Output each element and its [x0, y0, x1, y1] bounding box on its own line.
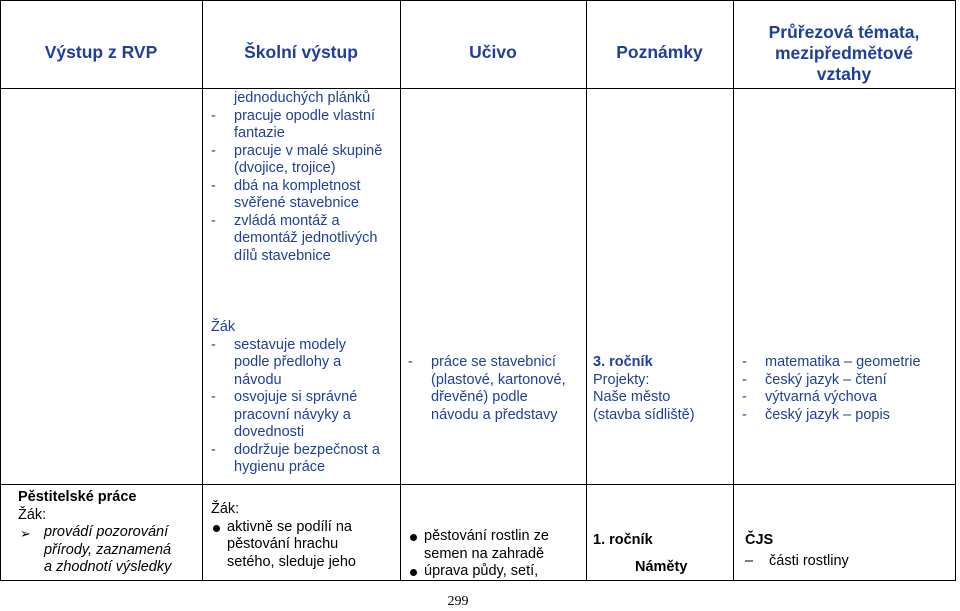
row2-prurezova-temata	[742, 354, 954, 424]
list-item-continuation: setého, sleduje jeho	[227, 553, 356, 570]
pupil-label: Žák:	[18, 506, 47, 523]
list-item: - pracuje v malé skupině	[211, 142, 383, 159]
header-poznamky-label: Poznámky	[616, 42, 703, 62]
header-ucivo-label: Učivo	[469, 42, 517, 62]
list-item: - pracuje opodle vlastní	[211, 107, 376, 124]
table-border	[0, 0, 956, 1]
section-title: Pěstitelské práce	[18, 489, 137, 505]
bullet-icon	[410, 534, 417, 541]
list-item: dovednosti	[234, 424, 305, 440]
list-item: - osvojuje si správné	[211, 389, 358, 405]
list-item-continuation: semen na zahradě	[424, 545, 545, 562]
list-item: dřevěné) podle	[431, 389, 528, 405]
header-poznamky	[586, 42, 733, 63]
list-item: úprava půdy, setí,	[408, 563, 584, 581]
row3-poznamky	[593, 532, 731, 576]
grade-label: 3. ročník	[593, 354, 653, 370]
row-divider	[0, 484, 956, 485]
list-item: - výtvarná výchova	[742, 389, 878, 405]
bullet-icon	[213, 525, 220, 532]
list-item-continuation: pěstování hrachu	[227, 536, 339, 552]
row2-ucivo	[408, 354, 584, 424]
topics-label: Náměty	[635, 558, 688, 575]
list-item: - český jazyk – popis	[742, 406, 890, 423]
list-item: (plastové, kartonové,	[431, 371, 566, 388]
note-line: Naše město	[593, 389, 671, 405]
header-skolni-vystup	[202, 42, 400, 63]
list-item: - dbá na kompletnost	[211, 177, 361, 194]
row2-poznamky	[593, 354, 731, 424]
list-item: návodu	[234, 371, 282, 388]
header-divider	[0, 88, 956, 89]
list-item: hygienu práce	[234, 459, 326, 475]
list-item: ➢ provádí pozorování	[20, 524, 169, 541]
list-item: - práce se stavebnicí	[408, 354, 556, 370]
list-item: - český jazyk – čtení	[742, 371, 887, 388]
note-line: Projekty:	[593, 371, 650, 388]
list-item: pracovní návyky a	[234, 406, 351, 423]
header-vystup-label: Výstup z RVP	[44, 42, 158, 62]
page-number: 299	[447, 594, 469, 609]
list-item: jednoduchých plánků	[234, 90, 371, 106]
header-prurezova-line3: vztahy	[816, 64, 872, 84]
list-item: pěstování rostlin ze	[408, 528, 584, 546]
list-item: (dvojice, trojice)	[234, 160, 336, 176]
list-item: svěřené stavebnice	[234, 195, 359, 211]
arrow-bullet-icon: ➢	[20, 526, 31, 541]
list-item: - dodržuje bezpečnost a	[211, 441, 380, 458]
list-item: demontáž jednotlivých	[234, 230, 378, 246]
list-item: - matematika – geometrie	[742, 354, 921, 370]
list-item-continuation: a zhodnotí výsledky	[44, 559, 172, 575]
row3-ucivo	[408, 528, 584, 581]
row3-skolni-vystup	[211, 501, 396, 571]
list-item: podle předlohy a	[234, 354, 342, 370]
list-item: dílů stavebnice	[234, 247, 331, 264]
header-prurezova-temata	[733, 22, 955, 85]
grade-label: 1. ročník	[593, 532, 653, 548]
list-item-continuation: přírody, zaznamená	[44, 541, 172, 558]
row1-skolni-vystup	[211, 90, 396, 265]
row2-skolni-vystup	[211, 319, 396, 477]
subject-label: ČJS	[745, 532, 774, 548]
list-item: – části rostliny	[745, 552, 849, 569]
note-line: (stavba sídliště)	[593, 406, 695, 423]
header-ucivo	[400, 42, 586, 63]
header-vystup	[0, 42, 202, 63]
header-prurezova-line1: Průřezová témata,	[768, 22, 920, 42]
row3-prurezova-temata	[745, 532, 953, 570]
list-item: aktivně se podílí na	[211, 519, 396, 537]
list-item: návodu a představy	[431, 406, 558, 423]
pupil-label: Žák:	[211, 501, 240, 517]
list-item: - sestavuje modely	[211, 336, 347, 353]
row3-vystup-rvp	[18, 489, 200, 577]
list-item: - zvládá montáž a	[211, 212, 340, 229]
pupil-label: Žák	[211, 319, 236, 335]
bullet-icon	[410, 569, 417, 576]
header-prurezova-line2: mezipředmětové	[774, 43, 914, 63]
list-item: fantazie	[234, 125, 285, 141]
header-skolni-vystup-label: Školní výstup	[244, 42, 358, 62]
